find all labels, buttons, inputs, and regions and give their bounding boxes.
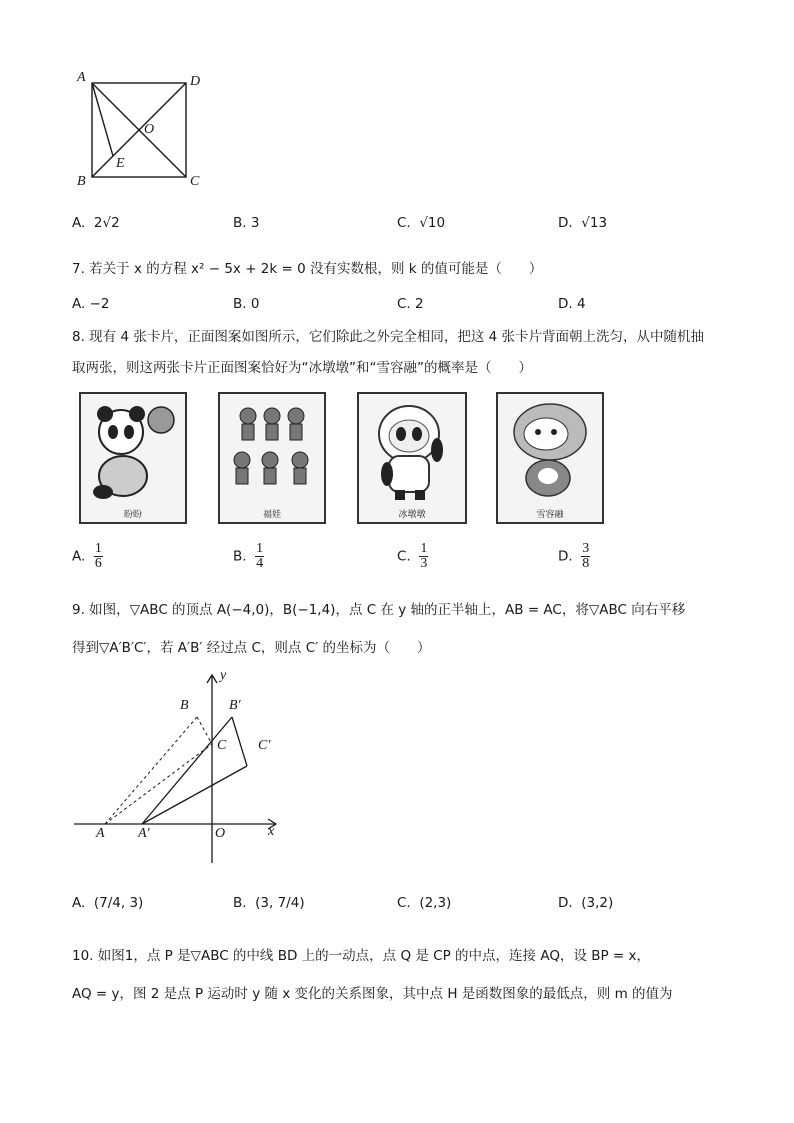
origin-label: O xyxy=(215,826,226,841)
point-label-o: O xyxy=(144,122,155,137)
question-9-line2: 得到▽A′B′C′，若 A′B′ 经过点 C，则点 C′ 的坐标为（ ） xyxy=(72,640,431,656)
fraction-numerator: 1 xyxy=(256,541,264,556)
fuwa-mascots-image xyxy=(220,394,324,506)
fraction-denominator: 3 xyxy=(420,556,428,571)
fraction-denominator: 6 xyxy=(94,556,102,571)
point-label-e: E xyxy=(116,156,125,171)
point-label-d: D xyxy=(190,74,201,89)
option-value: (3,2) xyxy=(581,895,614,911)
square-figure xyxy=(74,70,214,195)
option-letter: C. xyxy=(397,548,411,565)
card-caption: 盼盼 xyxy=(123,510,142,520)
axis-label-y: y xyxy=(220,668,227,683)
option-letter: D. xyxy=(558,215,573,231)
option-value: 4 xyxy=(576,296,586,312)
q9-option-c[interactable] xyxy=(397,895,451,911)
point-label-b: B xyxy=(180,698,189,713)
card-bingdwendwen xyxy=(357,392,467,524)
option-value: √10 xyxy=(419,215,446,231)
point-label-a-prime: A′ xyxy=(138,826,150,841)
fraction xyxy=(255,542,264,571)
q9-option-d[interactable] xyxy=(558,895,613,911)
option-letter: B. xyxy=(233,296,247,312)
q8-option-b[interactable] xyxy=(233,542,264,571)
q9-option-a[interactable] xyxy=(72,895,143,911)
option-value: (7/4, 3) xyxy=(93,895,144,911)
point-label-c-prime: C′ xyxy=(258,738,271,753)
shueyrhonrhon-mascot-image xyxy=(498,394,602,506)
q6-option-d[interactable] xyxy=(558,215,607,231)
card-fuwa xyxy=(218,392,326,524)
fraction xyxy=(419,542,428,571)
panda-mascot-image xyxy=(81,394,185,506)
option-letter: A. xyxy=(72,296,86,312)
fraction-numerator: 1 xyxy=(420,541,428,556)
point-label-a: A xyxy=(96,826,105,841)
fraction-numerator: 3 xyxy=(582,541,590,556)
point-label-c: C xyxy=(217,738,227,753)
question-8-line1: 8. 现有 4 张卡片，正面图案如图所示，它们除此之外完全相同，把这 4 张卡片背面朝上洗匀，从中随机抽 xyxy=(72,329,705,345)
card-caption: 福娃 xyxy=(262,510,281,520)
bingdwendwen-mascot-image xyxy=(359,394,465,506)
question-7-text: 7. 若关于 x 的方程 x² − 5x + 2k = 0 没有实数根，则 k 的值可能是（ ） xyxy=(72,261,543,277)
option-letter: B. xyxy=(233,548,247,565)
option-value: √13 xyxy=(581,215,608,231)
q8-option-c[interactable] xyxy=(397,542,428,571)
card-caption: 冰墩墩 xyxy=(398,510,426,520)
option-letter: A. xyxy=(72,548,86,565)
card-shueyrhonrhon xyxy=(496,392,604,524)
option-value: 2 xyxy=(415,296,424,312)
option-letter: C. xyxy=(397,895,411,911)
fraction-denominator: 8 xyxy=(582,556,590,571)
option-value: 3 xyxy=(250,215,260,231)
point-label-c: C xyxy=(190,174,200,189)
fraction xyxy=(581,542,590,571)
option-letter: B. xyxy=(233,215,247,231)
q6-option-a[interactable] xyxy=(72,215,120,231)
question-8-line2: 取两张，则这两张卡片正面图案恰好为“冰墩墩”和“雪容融”的概率是（ ） xyxy=(72,360,532,376)
point-label-b-prime: B′ xyxy=(229,698,241,713)
option-letter: A. xyxy=(72,215,86,231)
option-value: (2,3) xyxy=(419,895,452,911)
option-letter: D. xyxy=(558,895,573,911)
option-letter: D. xyxy=(558,548,573,565)
q7-option-a[interactable] xyxy=(72,296,110,312)
option-value: (3, 7/4) xyxy=(255,895,305,911)
question-10-line1: 10. 如图1，点 P 是▽ABC 的中线 BD 上的一动点，点 Q 是 CP 的中点，连接 AQ，设 BP = x， xyxy=(72,948,651,964)
option-letter: A. xyxy=(72,895,86,911)
axis-label-x: x xyxy=(268,824,275,839)
question-10-line2: AQ = y，图 2 是点 P 运动时 y 随 x 变化的关系图象，其中点 H 是函数图象的最低点，则 m 的值为 xyxy=(72,986,673,1002)
fraction-denominator: 4 xyxy=(256,556,264,571)
point-label-a: A xyxy=(77,70,86,85)
option-value: 2√2 xyxy=(93,215,120,231)
q8-option-d[interactable] xyxy=(558,542,590,571)
point-label-b: B xyxy=(77,174,86,189)
fraction-numerator: 1 xyxy=(94,541,102,556)
option-letter: D. xyxy=(558,296,573,312)
option-value: −2 xyxy=(89,296,110,312)
option-value: 0 xyxy=(250,296,260,312)
q7-option-b[interactable] xyxy=(233,296,259,312)
q6-option-c[interactable] xyxy=(397,215,445,231)
card-caption: 雪容融 xyxy=(536,510,564,520)
q8-option-a[interactable] xyxy=(72,542,103,571)
question-9-line1: 9. 如图，▽ABC 的顶点 A(−4,0)，B(−1,4)，点 C 在 y 轴的正半轴上，AB = AC，将▽ABC 向右平移 xyxy=(72,602,686,618)
q7-option-d[interactable] xyxy=(558,296,586,312)
card-panpan xyxy=(79,392,187,524)
option-letter: B. xyxy=(233,895,247,911)
q9-option-b[interactable] xyxy=(233,895,305,911)
q7-option-c[interactable] xyxy=(397,296,424,312)
fraction xyxy=(94,542,103,571)
q6-option-b[interactable] xyxy=(233,215,259,231)
option-letter: C. xyxy=(397,215,411,231)
option-letter: C. xyxy=(397,296,411,312)
translation-figure xyxy=(72,668,292,868)
